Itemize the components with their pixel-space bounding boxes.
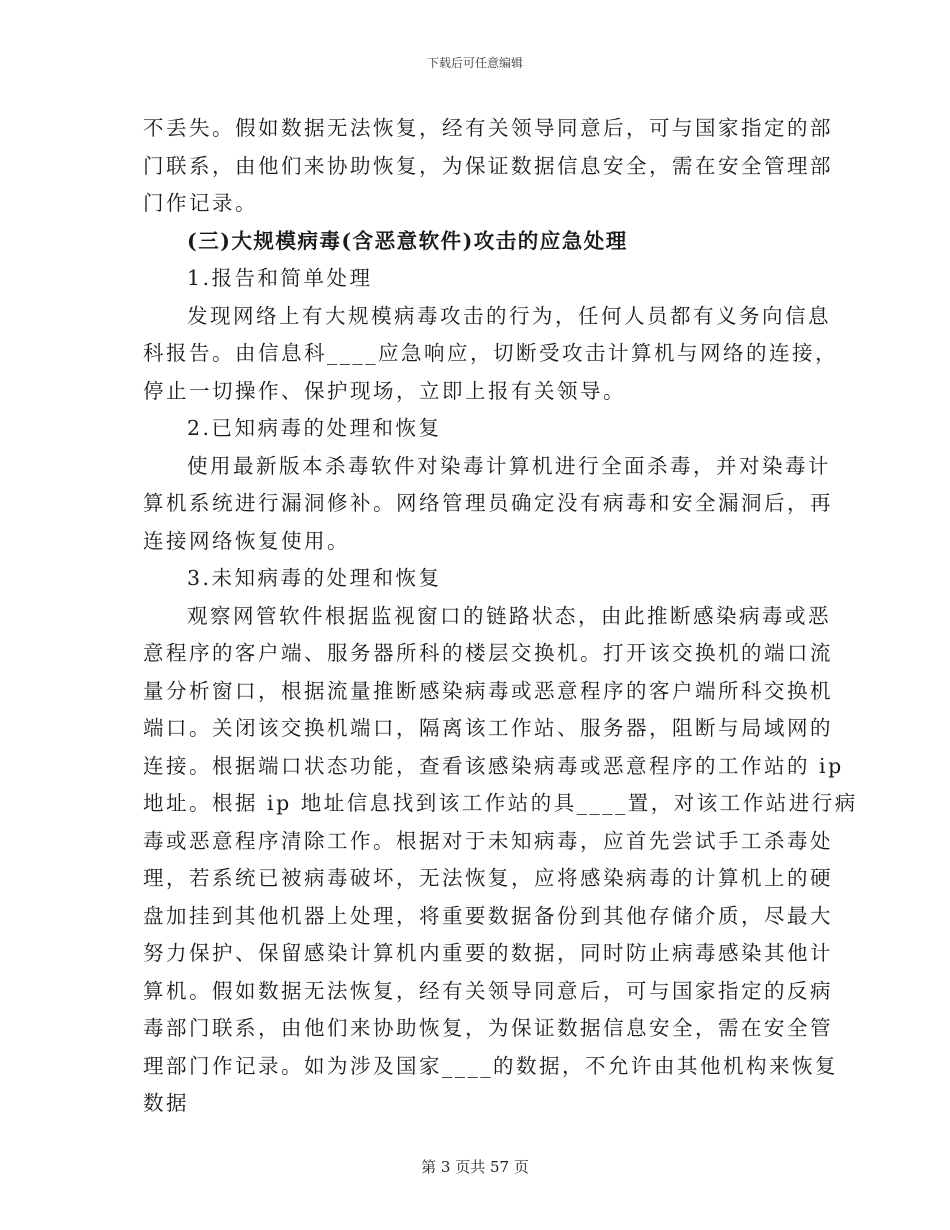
text-line: 地址。根据 ip 地址信息找到该工作站的具____置，对该工作站进行病 bbox=[143, 791, 858, 815]
page-header-note: 下载后可任意编辑 bbox=[426, 56, 523, 70]
text-line: 意程序的客户端、服务器所科的楼层交换机。打开该交换机的端口流 bbox=[143, 641, 833, 665]
text-line: 不丢失。假如数据无法恢复，经有关领导同意后，可与国家指定的部 bbox=[143, 116, 833, 140]
text-line: 数据 bbox=[143, 1091, 189, 1115]
text-line: 连接。根据端口状态功能，查看该感染病毒或恶意程序的工作站的 ip bbox=[143, 753, 844, 778]
page-number: 第 3 页共 57 页 bbox=[421, 1158, 529, 1176]
text-line: 门作记录。 bbox=[143, 191, 258, 215]
text-line: 理部门作记录。如为涉及国家____的数据，不允许由其他机构来恢复 bbox=[143, 1053, 838, 1078]
text-line: 1.报告和简单处理 bbox=[187, 266, 373, 290]
document-body bbox=[143, 110, 858, 1123]
text-line: 理，若系统已被病毒破坏，无法恢复，应将感染病毒的计算机上的硬 bbox=[143, 866, 833, 890]
text-line: 算机系统进行漏洞修补。网络管理员确定没有病毒和安全漏洞后，再 bbox=[143, 491, 833, 515]
text-line: 使用最新版本杀毒软件对染毒计算机进行全面杀毒，并对染毒计 bbox=[187, 453, 831, 478]
text-line: 量分析窗口，根据流量推断感染病毒或恶意程序的客户端所科交换机 bbox=[143, 678, 833, 703]
section-heading: (三)大规模病毒(含恶意软件)攻击的应急处理 bbox=[187, 228, 628, 253]
text-line: 连接网络恢复使用。 bbox=[143, 528, 350, 553]
text-line: 算机。假如数据无法恢复，经有关领导同意后，可与国家指定的反病 bbox=[143, 978, 833, 1003]
text-line: 观察网管软件根据监视窗口的链路状态，由此推断感染病毒或恶 bbox=[187, 603, 831, 628]
text-line: 停止一切操作、保护现场，立即上报有关领导。 bbox=[143, 378, 626, 403]
text-line: 门联系，由他们来协助恢复，为保证数据信息安全，需在安全管理部 bbox=[143, 153, 833, 178]
text-line: 毒或恶意程序清除工作。根据对于未知病毒，应首先尝试手工杀毒处 bbox=[143, 828, 833, 853]
text-line: 端口。关闭该交换机端口，隔离该工作站、服务器，阻断与局域网的 bbox=[143, 716, 833, 740]
text-line: 努力保护、保留感染计算机内重要的数据，同时防止病毒感染其他计 bbox=[143, 941, 833, 965]
text-line: 发现网络上有大规模病毒攻击的行为，任何人员都有义务向信息 bbox=[187, 303, 831, 328]
text-line: 科报告。由信息科____应急响应，切断受攻击计算机与网络的连接， bbox=[143, 341, 838, 365]
text-line: 2.已知病毒的处理和恢复 bbox=[187, 416, 442, 440]
text-line: 毒部门联系，由他们来协助恢复，为保证数据信息安全，需在安全管 bbox=[143, 1016, 833, 1040]
text-line: 3.未知病毒的处理和恢复 bbox=[187, 566, 442, 590]
text-line: 盘加挂到其他机器上处理，将重要数据备份到其他存储介质，尽最大 bbox=[143, 903, 833, 928]
